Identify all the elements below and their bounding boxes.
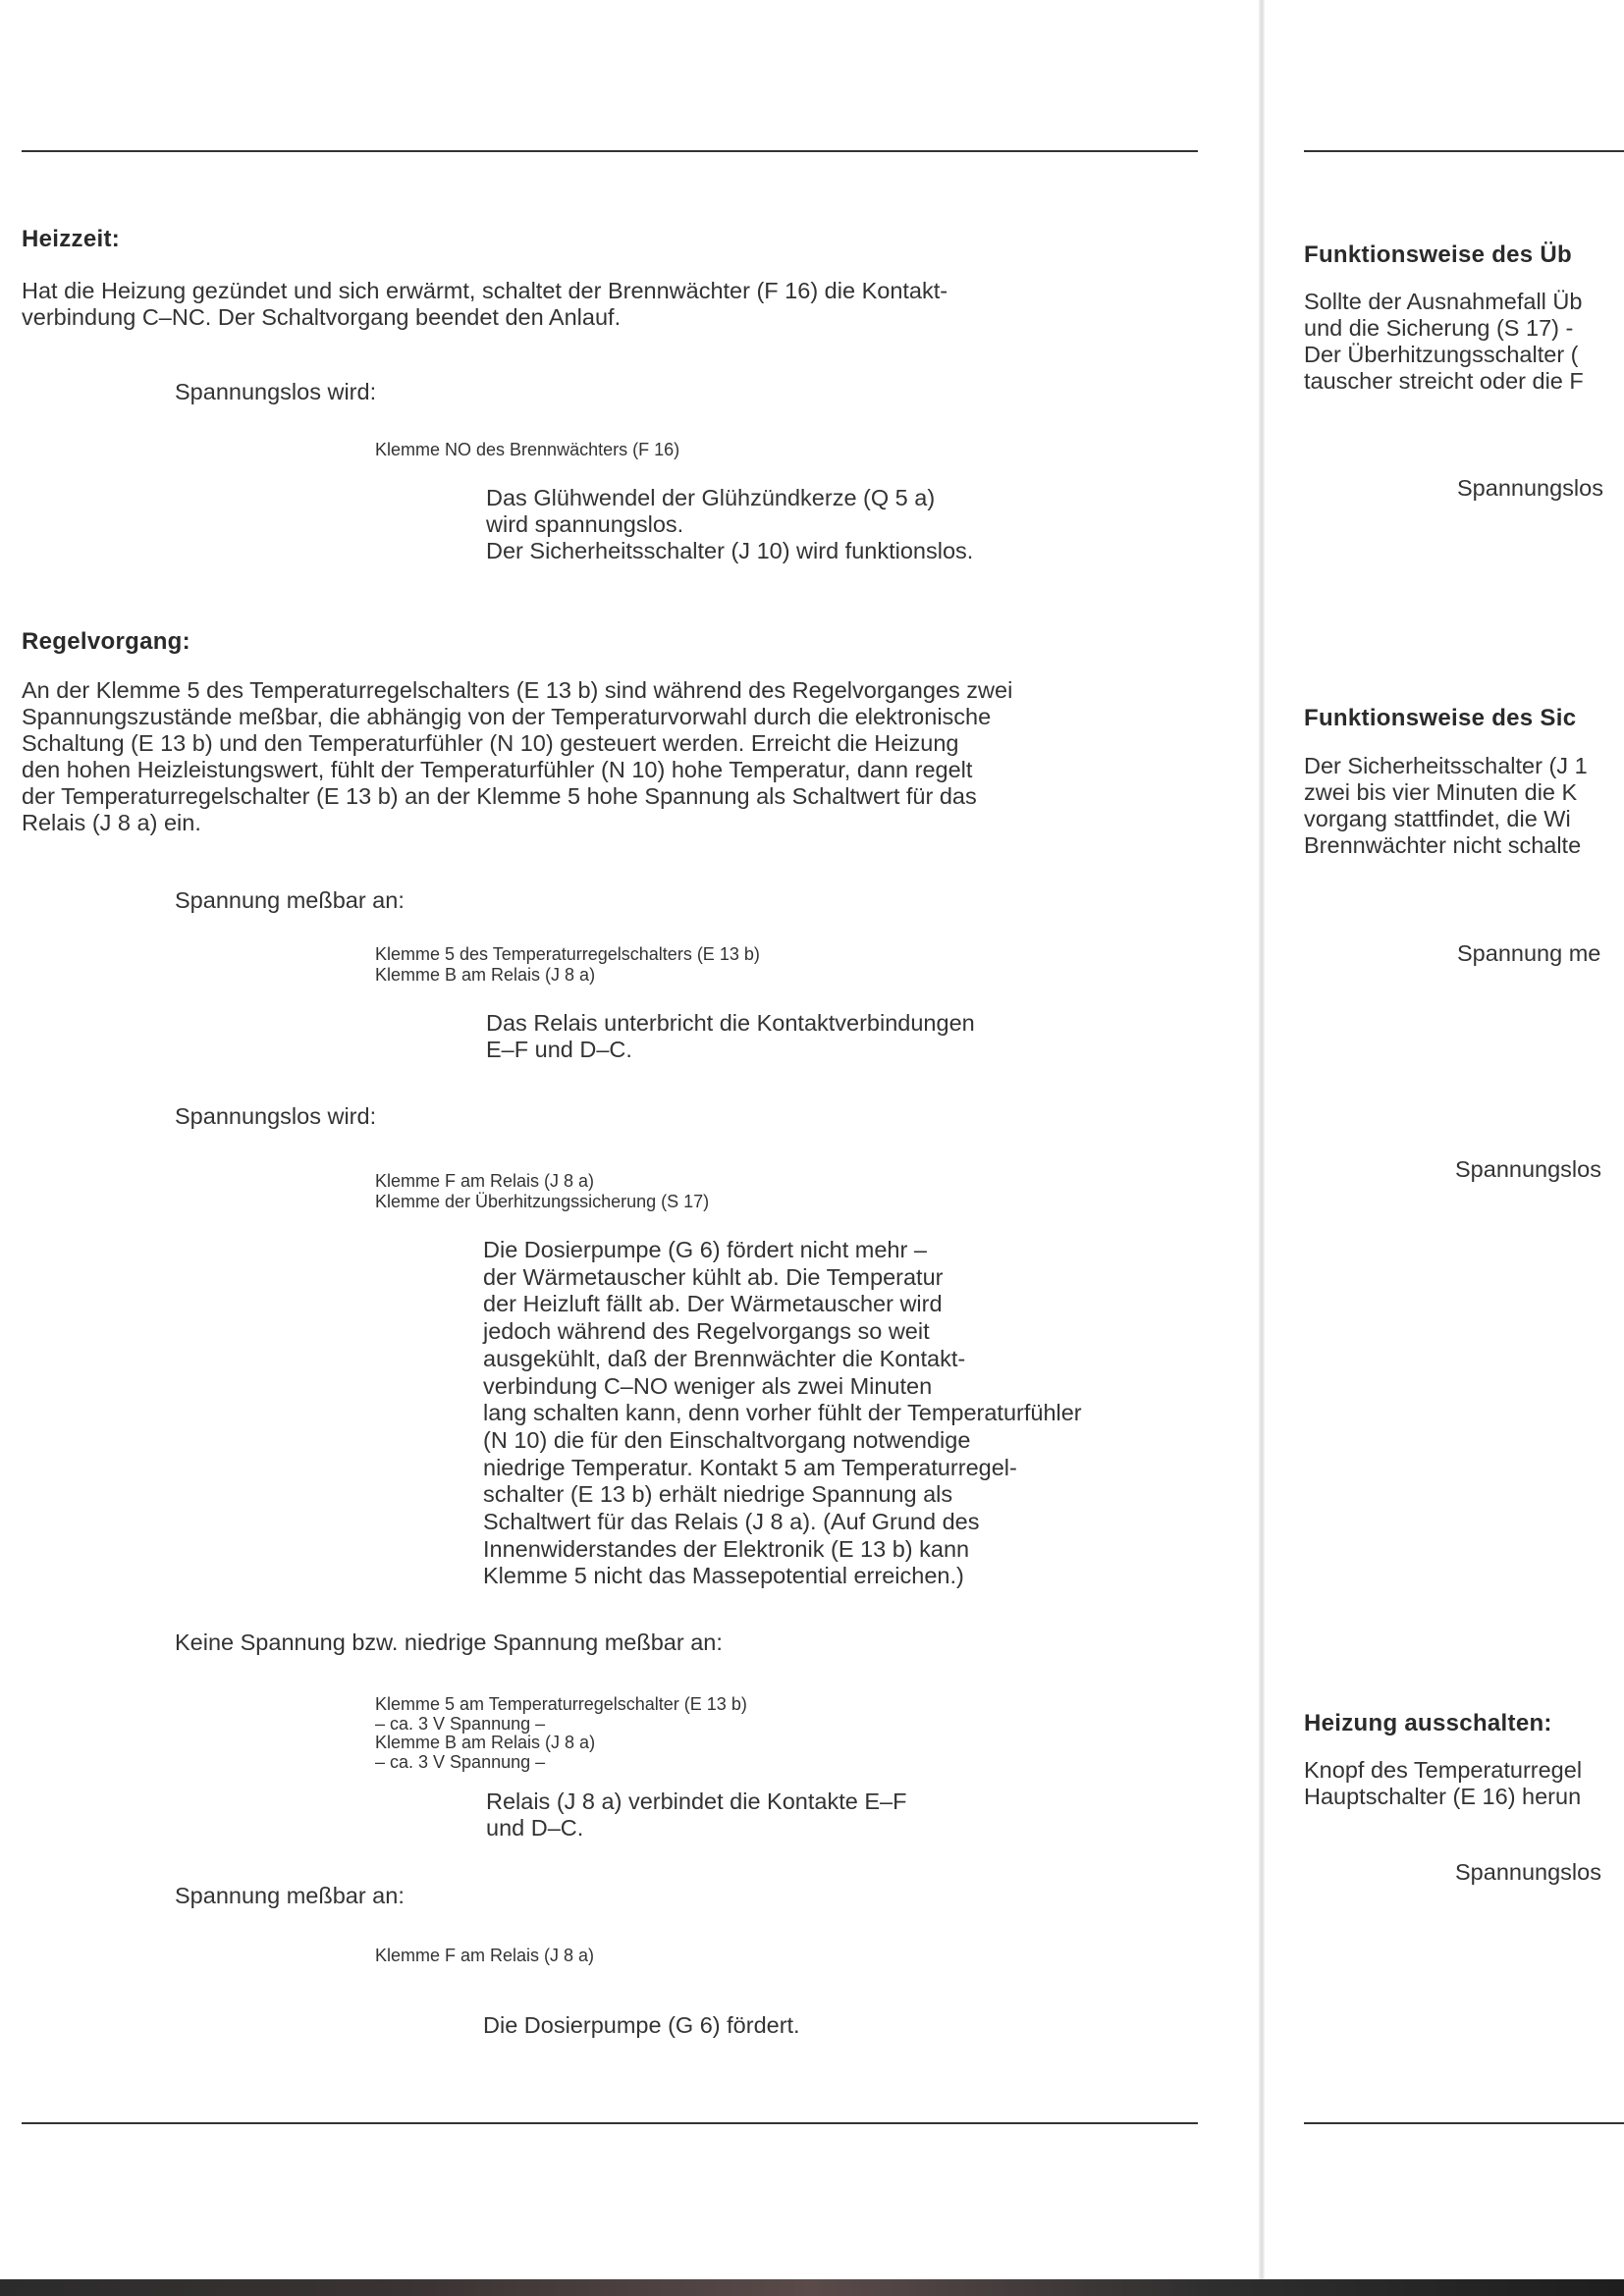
heizzeit-effect: Das Glühwendel der Glühzündkerze (Q 5 a) wird spannungslos. Der Sicherheitsschalter (J 10) wird funktionslos. <box>486 485 974 563</box>
regelvorgang-lead-4: Spannung meßbar an: <box>175 1883 405 1908</box>
top-rule-left <box>22 150 1198 152</box>
regelvorgang-effect-2: Die Dosierpumpe (G 6) fördert nicht mehr – der Wärmetauscher kühlt ab. Die Temperatur der Heizluft fällt ab. Der Wärmetauscher wird jedoch während des Regelvorgangs so weit ausgekühlt, daß der Brennwächter die Kontakt- verbindung C–NO weniger als zwei Minuten lang schalten kann, denn vorher fühlt der Temperaturfühler (N 10) die für den Einschaltvorgang notwendige niedrige Temperatur. Kontakt 5 am Temperaturregel- schalter (E 13 b) erhält niedrige Spannung als Schaltwert für das Relais (J 8 a). (Auf Grund des Innenwiderstandes der Elektronik (E 13 b) kann Klemme 5 nicht das Massepotential erreichen.) <box>483 1237 1082 1589</box>
page-fold <box>1259 0 1265 2296</box>
regelvorgang-lead-1: Spannung meßbar an: <box>175 887 405 913</box>
bottom-rule-left <box>22 2122 1198 2124</box>
ueberhitzung-lead: Spannungslos <box>1457 475 1603 501</box>
heading-regelvorgang: Regelvorgang: <box>22 628 190 655</box>
heading-heizzeit: Heizzeit: <box>22 226 121 252</box>
scan-edge <box>0 2279 1624 2296</box>
top-rule-right <box>1304 150 1624 152</box>
regelvorgang-effect-3: Relais (J 8 a) verbindet die Kontakte E–F und D–C. <box>486 1789 907 1841</box>
sicherheitsschalter-lead-1: Spannung me <box>1457 940 1601 966</box>
ueberhitzung-body: Sollte der Ausnahmefall Üb und die Sicherung (S 17) - Der Überhitzungsschalter ( tauscher streicht oder die F <box>1304 289 1584 394</box>
sicherheitsschalter-lead-2: Spannungslos <box>1455 1156 1601 1182</box>
regelvorgang-effect-4: Die Dosierpumpe (G 6) fördert. <box>483 2012 800 2038</box>
regelvorgang-lead-2: Spannungslos wird: <box>175 1103 377 1129</box>
regelvorgang-terms-4: Klemme F am Relais (J 8 a) <box>375 1946 595 1965</box>
regelvorgang-terms-1: Klemme 5 des Temperaturregelschalters (E 13 b) Klemme B am Relais (J 8 a) <box>375 944 760 985</box>
heizung-ausschalten-lead: Spannungslos <box>1455 1859 1601 1885</box>
regelvorgang-lead-3: Keine Spannung bzw. niedrige Spannung meßbar an: <box>175 1629 723 1655</box>
heading-heizung-ausschalten: Heizung ausschalten: <box>1304 1710 1552 1736</box>
right-page <box>1304 0 1624 2279</box>
regelvorgang-terms-2: Klemme F am Relais (J 8 a) Klemme der Überhitzungssicherung (S 17) <box>375 1171 710 1211</box>
heading-sicherheitsschalter: Funktionsweise des Sic <box>1304 705 1577 731</box>
heizzeit-term: Klemme NO des Brennwächters (F 16) <box>375 440 680 459</box>
regelvorgang-body: An der Klemme 5 des Temperaturregelschalters (E 13 b) sind während des Regelvorganges zwei Spannungszustände meßbar, die abhängig von der Temperaturvorwahl durch die elektronische Schaltung (E 13 b) und den Temperaturfühler (N 10) gesteuert werden. Erreicht die Heizung den hohen Heizleistungswert, fühlt der Temperaturfühler (N 10) hohe Temperatur, dann regelt der Temperaturregelschalter (E 13 b) an der Klemme 5 hohe Spannung als Schaltwert für das Relais (J 8 a) ein. <box>22 677 1013 835</box>
sicherheitsschalter-body: Der Sicherheitsschalter (J 1 zwei bis vier Minuten die K vorgang stattfindet, die Wi Brennwächter nicht schalte <box>1304 753 1588 858</box>
heizzeit-lead: Spannungslos wird: <box>175 379 377 404</box>
bottom-rule-right <box>1304 2122 1624 2124</box>
heizzeit-body: Hat die Heizung gezündet und sich erwärmt, schaltet der Brennwächter (F 16) die Kontakt- verbindung C–NC. Der Schaltvorgang beendet den Anlauf. <box>22 278 948 330</box>
regelvorgang-terms-3: Klemme 5 am Temperaturregelschalter (E 13 b) – ca. 3 V Spannung – Klemme B am Relais (J 8 a) – ca. 3 V Spannung – <box>375 1694 747 1772</box>
regelvorgang-effect-1: Das Relais unterbricht die Kontaktverbindungen E–F und D–C. <box>486 1010 975 1062</box>
heizung-ausschalten-body: Knopf des Temperaturregel Hauptschalter (E 16) herun <box>1304 1757 1583 1809</box>
heading-ueberhitzung: Funktionsweise des Üb <box>1304 241 1573 268</box>
